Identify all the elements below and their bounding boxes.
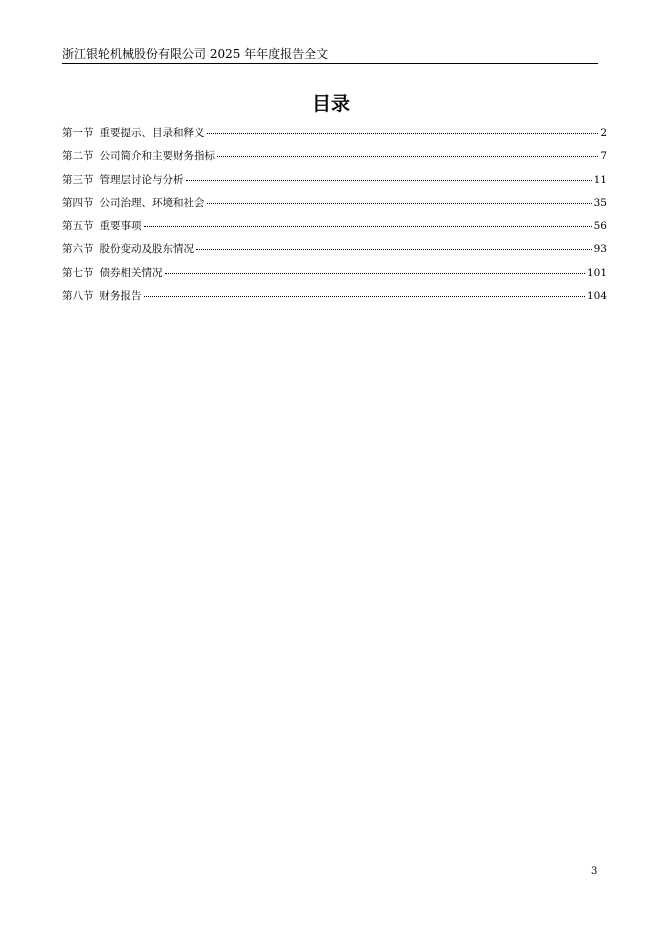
toc-chapter: 第四节 xyxy=(62,196,94,209)
toc-label: 公司简介和主要财务指标 xyxy=(99,150,215,163)
toc-leader-dots xyxy=(144,296,585,297)
toc-entry-2[interactable] xyxy=(62,149,607,172)
toc-label: 公司治理、环境和社会 xyxy=(99,196,205,209)
toc-label: 管理层讨论与分析 xyxy=(99,173,184,186)
toc-chapter: 第二节 xyxy=(62,150,94,163)
toc-leader-dots xyxy=(186,180,592,181)
toc-title: 目录 xyxy=(311,93,350,115)
toc-entry-4[interactable] xyxy=(62,196,607,219)
toc-page-number: 93 xyxy=(593,243,607,256)
toc-entry-8[interactable] xyxy=(62,289,607,312)
toc-page-number: 2 xyxy=(600,127,607,139)
toc-chapter: 第八节 xyxy=(62,290,94,303)
toc-leader-dots xyxy=(144,226,592,227)
table-of-contents xyxy=(62,126,607,312)
toc-label: 财务报告 xyxy=(99,290,142,303)
toc-chapter: 第一节 xyxy=(62,127,94,139)
toc-label: 重要提示、目录和释义 xyxy=(99,127,205,139)
toc-page-number: 101 xyxy=(586,266,607,279)
page-number: 3 xyxy=(591,866,598,877)
toc-leader-dots xyxy=(196,249,592,250)
toc-chapter: 第五节 xyxy=(62,220,94,233)
toc-page-number: 56 xyxy=(593,220,607,233)
running-header: 浙江银轮机械股份有限公司 2025 年年度报告全文 xyxy=(62,47,329,61)
toc-entry-5[interactable] xyxy=(62,219,607,242)
toc-chapter: 第三节 xyxy=(62,173,94,186)
toc-leader-dots xyxy=(217,156,598,157)
toc-leader-dots xyxy=(207,133,599,134)
toc-leader-dots xyxy=(165,273,585,274)
toc-label: 重要事项 xyxy=(99,220,142,233)
toc-entry-1[interactable] xyxy=(62,126,607,149)
toc-leader-dots xyxy=(207,203,592,204)
toc-entry-3[interactable] xyxy=(62,173,607,196)
toc-chapter: 第六节 xyxy=(62,243,94,256)
header-divider xyxy=(62,63,598,64)
toc-label: 债券相关情况 xyxy=(99,266,163,279)
toc-page-number: 104 xyxy=(586,290,607,303)
toc-page-number: 11 xyxy=(593,173,607,186)
toc-label: 股份变动及股东情况 xyxy=(99,243,194,256)
toc-page-number: 7 xyxy=(600,150,607,163)
toc-entry-6[interactable] xyxy=(62,242,607,265)
toc-entry-7[interactable] xyxy=(62,266,607,289)
toc-page-number: 35 xyxy=(593,196,607,209)
toc-chapter: 第七节 xyxy=(62,266,94,279)
